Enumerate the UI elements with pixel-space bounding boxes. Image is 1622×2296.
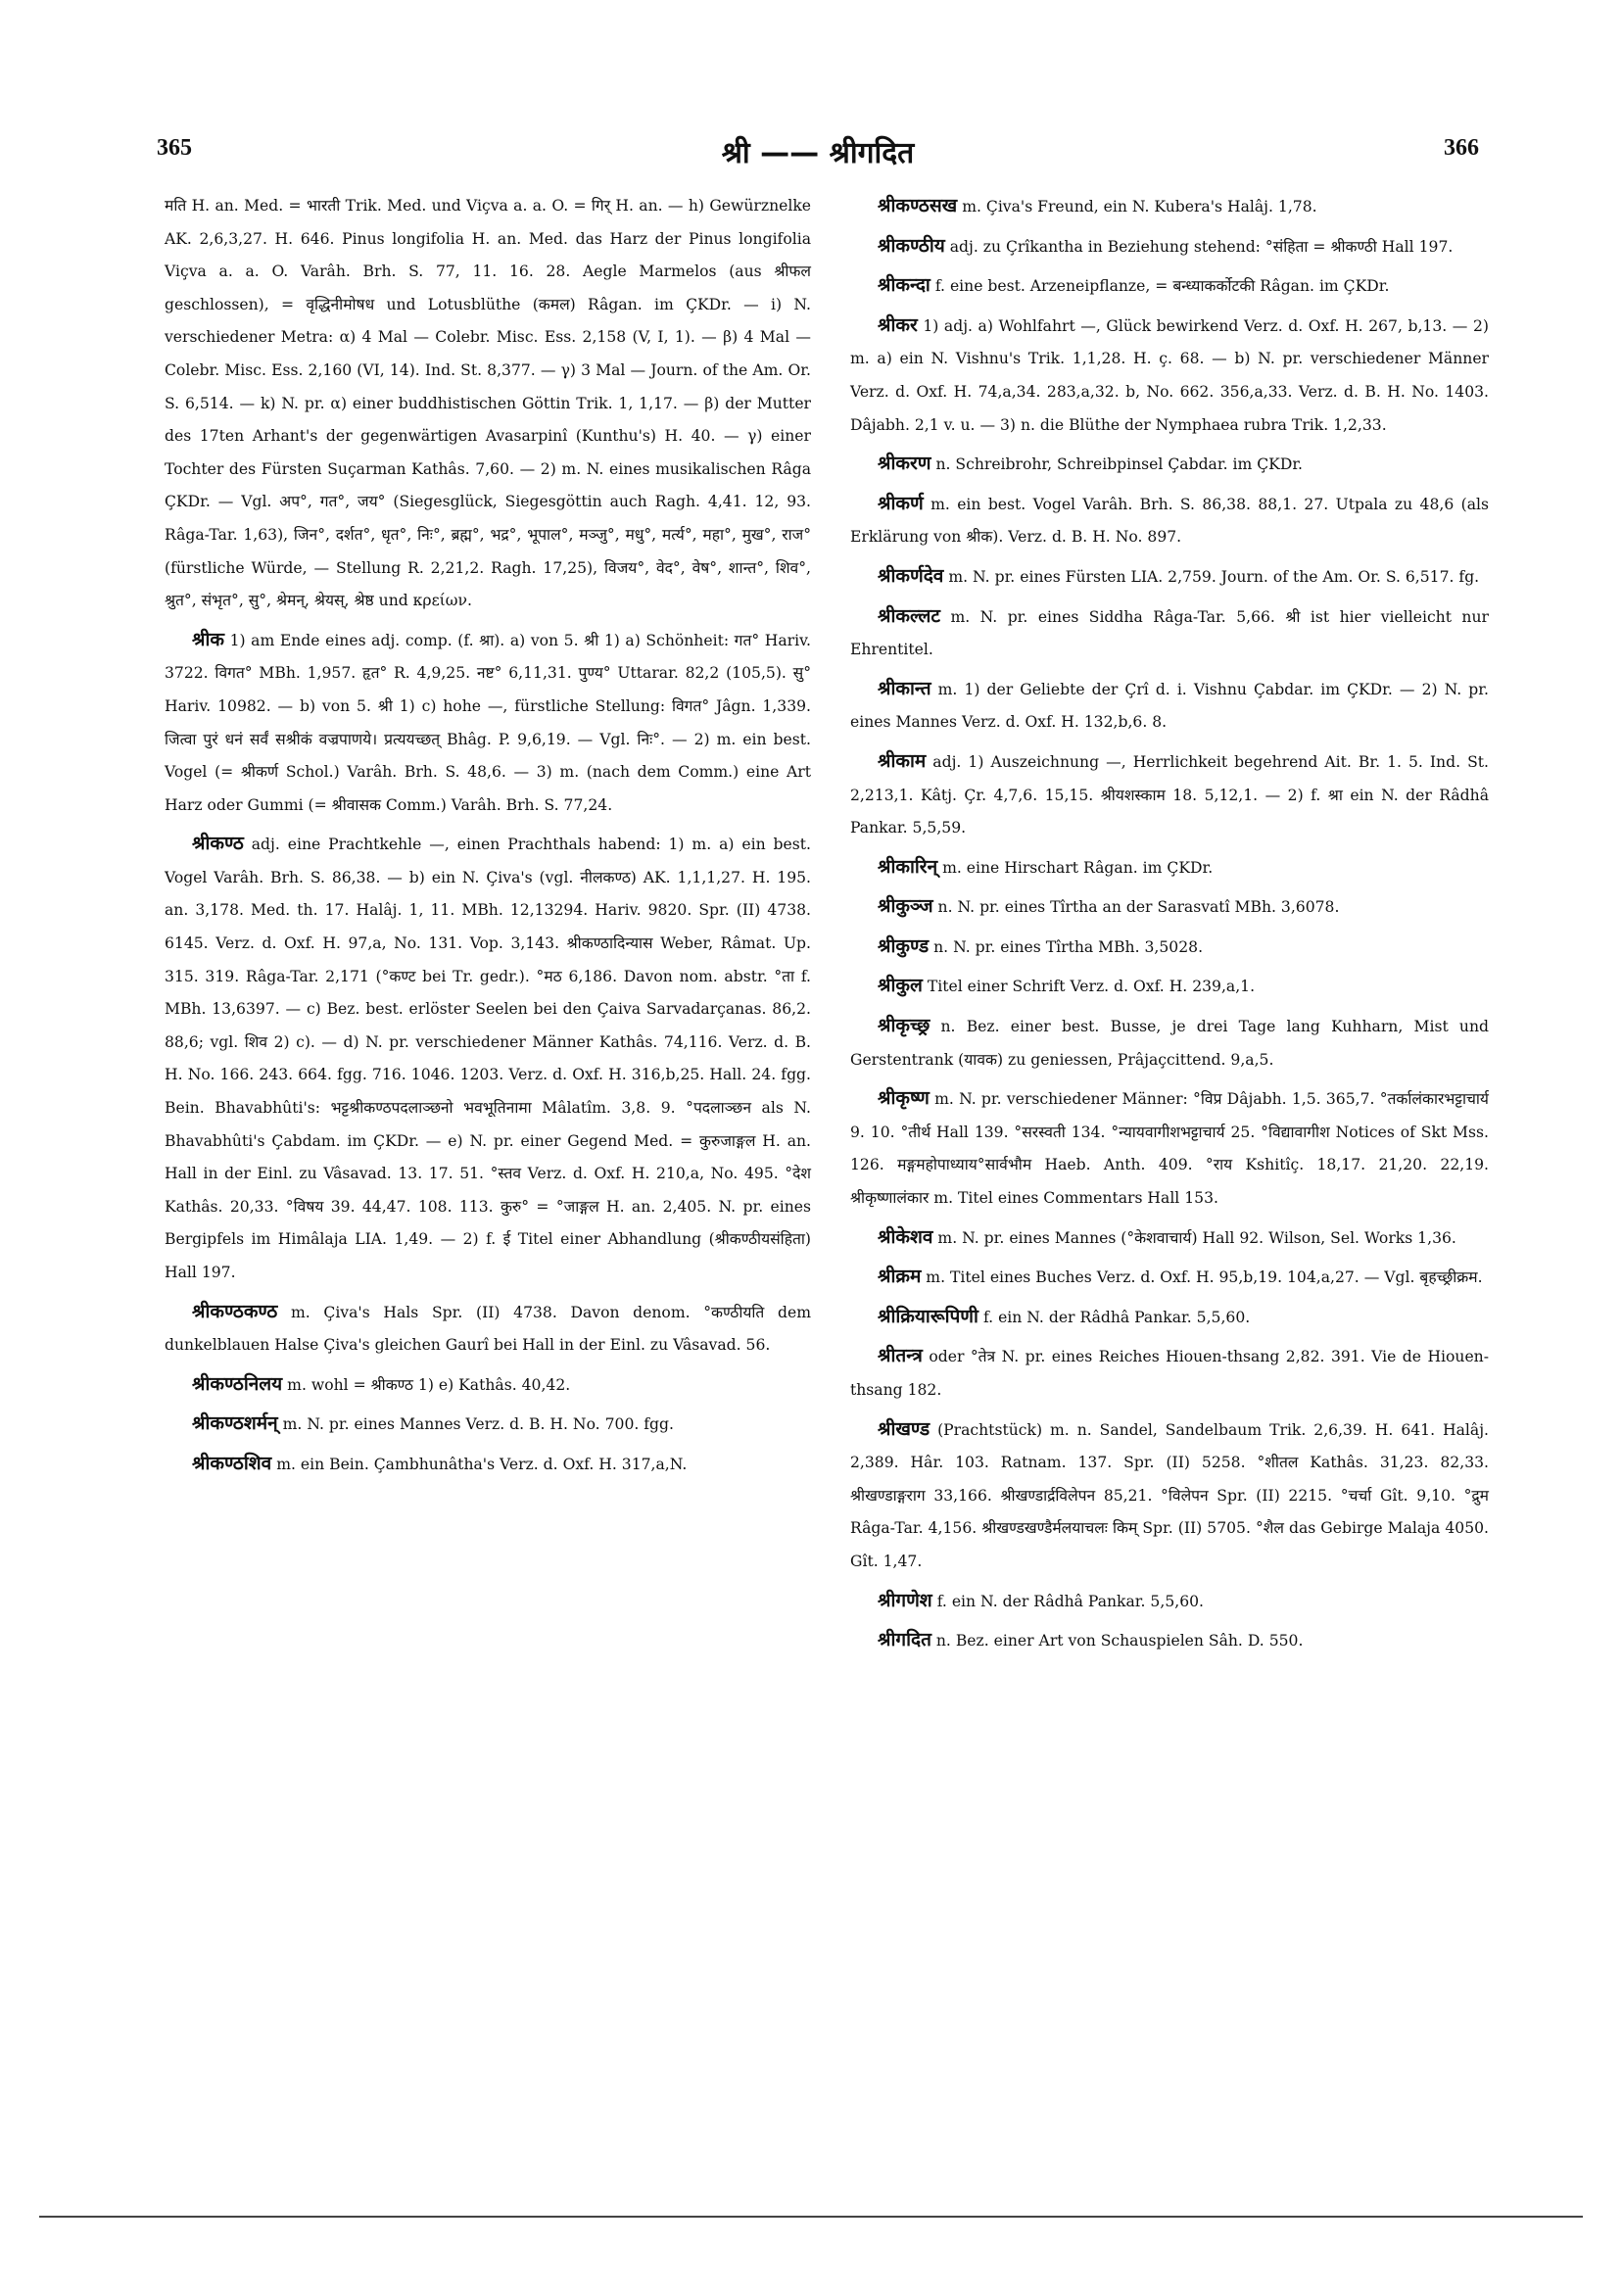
dictionary-entry <box>850 190 1489 224</box>
dictionary-entry <box>850 488 1489 554</box>
entry-headword: श्रीकल्लट <box>878 604 940 627</box>
entry-headword: श्रीगणेश <box>878 1589 932 1611</box>
entry-text: m. N. pr. eines Mannes (°केशवाचार्य) Hall 92. Wilson, Sel. Works 1,36. <box>937 1228 1456 1247</box>
entry-text: adj. 1) Auszeichnung —, Herrlichkeit begehrend Ait. Br. 1. 5. Ind. St. 2,213,1. Kâtj. Çr. 4,7,6. 15,15. श्रीयशस्काम 18. 5,12,1. — 2) f. श्रा ein N. der Râdhâ Pankar. 5,5,59. <box>850 752 1489 837</box>
entry-headword: श्रीकुल <box>878 975 923 997</box>
right-column <box>850 190 1489 1664</box>
footer-rule <box>39 2216 1583 2218</box>
entry-text: m. N. pr. verschiedener Männer: °विप्र Dâjabh. 1,5. 365,7. °तर्कालंकारभट्टाचार्य 9. 10. °तीर्थ Hall 139. °सरस्वती 134. °न्यायवागीशभट्टाचार्य 25. °विद्यावागीश Notices of Skt Mss. 126. मङ्गमहोपाध्याय°सार्वभौम Haeb. Anth. 409. °राय Kshitîç. 18,17. 21,20. 22,19. श्रीकृष्णालंकार m. Titel eines Commentars Hall 153. <box>850 1090 1489 1208</box>
page-header <box>157 135 1479 174</box>
dictionary-entry <box>165 1448 811 1482</box>
dictionary-entry <box>850 1413 1489 1579</box>
entry-headword: श्रीकर्णदेव <box>878 564 944 587</box>
entry-text: m. Çiva's Freund, ein N. Kubera's Halâj. 1,78. <box>962 198 1317 215</box>
entry-headword: श्रीकृच्छ्र <box>878 1015 930 1037</box>
dictionary-entry <box>850 310 1489 442</box>
entry-text: f. eine best. Arzeneipflanze, = बन्ध्याकर्कोटकी Râgan. im ÇKDr. <box>934 277 1390 296</box>
dictionary-entry <box>850 1624 1489 1658</box>
entry-headword: श्रीकण्ठसख <box>878 195 958 216</box>
dictionary-entry <box>850 851 1489 885</box>
dictionary-entry <box>850 673 1489 740</box>
dictionary-entry <box>165 1408 811 1442</box>
dictionary-entry <box>850 890 1489 925</box>
running-head: श्री —— श्रीगदित <box>721 136 915 170</box>
entry-text: n. Schreibrohr, Schreibpinsel Çabdar. im ÇKDr. <box>935 455 1304 474</box>
dictionary-entry <box>850 1010 1489 1076</box>
entry-headword: श्रीकण्ठ <box>192 833 244 855</box>
entry-headword: श्रीकाम <box>878 749 927 772</box>
entry-text: f. ein N. der Râdhâ Pankar. 5,5,60. <box>982 1308 1251 1326</box>
dictionary-entry <box>850 600 1489 667</box>
entry-text: m. ein Bein. Çambhunâtha's Verz. d. Oxf. H. 317,a,N. <box>276 1455 688 1473</box>
entry-text: adj. zu Çrîkantha in Beziehung stehend: °संहिता = श्रीकण्ठी Hall 197. <box>949 237 1454 256</box>
entry-text: 1) adj. a) Wohlfahrt —, Glück bewirkend Verz. d. Oxf. H. 267, b,13. — 2) m. a) ein N. Vishnu's Trik. 1,1,28. H. ç. 68. — b) N. pr. verschiedener Männer Verz. d. Oxf. H. 74,a,34. 283,a,32. b, No. 662. 356,a,33. Verz. d. B. H. No. 1403. Dâjabh. 2,1 v. u. — 3) n. die Blüthe der Nymphaea rubra Trik. 1,2,33. <box>850 316 1489 434</box>
dictionary-entry <box>850 560 1489 595</box>
entry-headword: श्रीकुण्ड <box>878 934 930 957</box>
dictionary-entry <box>850 745 1489 845</box>
entry-text: n. Bez. einer Art von Schauspielen Sâh. D. 550. <box>935 1632 1304 1650</box>
entry-text: m. N. pr. eines Mannes Verz. d. B. H. No. 700. fgg. <box>282 1415 674 1434</box>
entry-text: adj. eine Prachtkehle —, einen Prachthals habend: 1) m. a) ein best. Vogel Varâh. Brh. S. 86,38. — b) ein N. Çiva's (vgl. नीलकण्ठ) AK. 1,1,1,27. H. 195. an. 3,178. Med. th. 17. Halâj. 1, 11. MBh. 12,13294. Hariv. 9820. Spr. (II) 4738. 6145. Verz. d. Oxf. H. 97,a, No. 131. Vop. 3,143. श्रीकण्ठादिन्यास Weber, Râmat. Up. 315. 319. Râga-Tar. 2,171 (°कण्ट bei Tr. gedr.). °मठ 6,186. Davon nom. abstr. °ता f. MBh. 13,6397. — c) Bez. best. erlöster Seelen bei den Çaiva Sarvadarçanas. 86,2. 88,6; vgl. शिव 2) c). — d) N. pr. verschiedener Männer Kathâs. 74,116. Verz. d. B. H. No. 166. 243. 664. fgg. 716. 1046. 1203. Verz. d. Oxf. H. 316,b,25. Hall. 24. fgg. Bein. Bhavabhûti's: भट्टश्रीकण्ठपदलाञ्छनो भवभूतिनामा Mâlatîm. 3,8. 9. °पदलाञ्छन als N. Bhavabhûti's Çabdam. im ÇKDr. — e) N. pr. einer Gegend Med. = कुरुजाङ्गल H. an. Hall in der Einl. zu Vâsavad. 13. 17. 51. °स्तव Verz. d. Oxf. H. 210,a, No. 495. °देश Kathâs. 20,33. °विषय 39. 44,47. 108. 113. कुरु° = °जाङ्गल H. an. 2,405. N. pr. eines Bergipfels im Himâlaja LIA. 1,49. — 2) f. ई Titel einer Abhandlung (श्रीकण्ठीयसंहिता) Hall 197. <box>165 836 811 1281</box>
entry-text: m. ein best. Vogel Varâh. Brh. S. 86,38. 88,1. 27. Utpala zu 48,6 (als Erklärung von श्रीक). Verz. d. B. H. No. 897. <box>850 495 1489 547</box>
entry-headword: श्रीकण्ठनिलय <box>192 1372 283 1395</box>
entry-headword: श्रीकन्दा <box>878 274 930 297</box>
dictionary-entry <box>165 624 811 823</box>
entry-text: m. N. pr. eines Fürsten LIA. 2,759. Journ. of the Am. Or. S. 6,517. fg. <box>948 567 1480 586</box>
entry-text: m. N. pr. eines Siddha Râga-Tar. 5,66. श्री ist hier vielleicht nur Ehrentitel. <box>850 607 1489 659</box>
entry-text: m. 1) der Geliebte der Çrî d. i. Vishnu Çabdar. im ÇKDr. — 2) N. pr. eines Mannes Verz. d. Oxf. H. 132,b,6. 8. <box>850 680 1489 732</box>
entry-headword: श्रीकेशव <box>878 1225 933 1248</box>
entry-text: f. ein N. der Râdhâ Pankar. 5,5,60. <box>936 1592 1204 1610</box>
entry-headword: श्रीकान्त <box>878 677 931 699</box>
entry-text: m. eine Hirschart Râgan. im ÇKDr. <box>942 858 1214 877</box>
entry-headword: श्रीखण्ड <box>878 1417 930 1440</box>
dictionary-entry <box>850 931 1489 965</box>
entry-headword: श्रीकण्ठशर्मन् <box>192 1412 278 1435</box>
right-page-number: 366 <box>1444 135 1479 161</box>
entry-text: n. N. pr. eines Tîrtha an der Sarasvatî MBh. 3,6078. <box>937 898 1340 917</box>
entry-headword: श्रीकर <box>878 313 918 336</box>
entry-text: oder °तेत्र N. pr. eines Reiches Hiouen-thsang 2,82. 391. Vie de Hiouen-thsang 182. <box>850 1348 1489 1399</box>
dictionary-entry <box>850 1301 1489 1335</box>
entry-text: मति H. an. Med. = भारती Trik. Med. und Viçva a. a. O. = गिर् H. an. — h) Gewürznelke AK. 2,6,3,27. H. 646. Pinus longifolia H. an. Med. das Harz der Pinus longifolia Viçva a. a. O. Varâh. Brh. S. 77, 11. 16. 28. Aegle Marmelos (aus श्रीफल geschlossen), = वृद्धिनीमोषध und Lotusblüthe (कमल) Râgan. im ÇKDr. — i) N. verschiedener Metra: α) 4 Mal — Colebr. Misc. Ess. 2,158 (V, I, 1). — β) 4 Mal — Colebr. Misc. Ess. 2,160 (VI, 14). Ind. St. 8,377. — γ) 3 Mal — Journ. of the Am. Or. S. 6,514. — k) N. pr. α) einer buddhistischen Göttin Trik. 1, 1,17. — β) der Mutter des 17ten Arhant's der gegenwärtigen Avasarpinî (Kunthu's) H. 40. — γ) einer Tochter des Fürsten Suçarman Kathâs. 7,60. — 2) m. N. eines musikalischen Râga ÇKDr. — Vgl. अप°, गत°, जय° (Siegesglück, Siegesgöttin auch Ragh. 4,41. 12, 93. Râga-Tar. 1,63), जिन°, दर्शत°, धृत°, निः°, ब्रह्म°, भद्र°, भूपाल°, मञ्जु°, मधु°, मर्त्य°, महा°, मुख°, राज° (fürstliche Würde, — Stellung R. 2,21,2. Ragh. 17,25), विजय°, वेद°, वेष°, शान्त°, शिव°, श्रुत°, संभृत°, सु°, श्रेमन्, श्रेयस्, श्रेष्ठ und κρείων. <box>165 197 811 610</box>
dictionary-entry <box>165 828 811 1289</box>
entry-text: n. N. pr. eines Tîrtha MBh. 3,5028. <box>933 937 1204 956</box>
entry-text: m. Titel eines Buches Verz. d. Oxf. H. 95,b,19. 104,a,27. — Vgl. बृहच्छ्रीक्रम. <box>926 1268 1483 1287</box>
entry-headword: श्रीक्रम <box>878 1266 922 1288</box>
dictionary-entry <box>850 269 1489 304</box>
entry-headword: श्रीकरण <box>878 453 931 475</box>
entry-text: n. Bez. einer best. Busse, je drei Tage lang Kuhharn, Mist und Gerstentrank (यावक) zu geniessen, Prâjaçcittend. 9,a,5. <box>850 1018 1489 1069</box>
dictionary-entry <box>165 190 811 618</box>
dictionary-entry <box>165 1296 811 1363</box>
dictionary-entry <box>850 1340 1489 1407</box>
entry-text: m. Çiva's Hals Spr. (II) 4738. Davon denom. °कण्ठीयति dem dunkelblauen Halse Çiva's gleichen Gaurî bei Hall in der Einl. zu Vâsavad. 56. <box>165 1303 811 1355</box>
dictionary-entry <box>165 1368 811 1403</box>
entry-text: 1) am Ende eines adj. comp. (f. श्रा). a) von 5. श्री 1) a) Schönheit: गत° Hariv. 3722. विगत° MBh. 1,957. हृत° R. 4,9,25. नष्ट° 6,11,31. पुण्य° Uttarar. 82,2 (105,5). सु° Hariv. 10982. — b) von 5. श्री 1) c) hohe —, fürstliche Stellung: विगत° Jâgn. 1,339. जित्वा पुरं धनं सर्वं सश्रीकं वज्रपाणये। प्रत्ययच्छत् Bhâg. P. 9,6,19. — Vgl. निः°. — 2) m. ein best. Vogel (= श्रीकर्ण Schol.) Varâh. Brh. S. 48,6. — 3) m. (nach dem Comm.) eine Art Harz oder Gummi (= श्रीवासक Comm.) Varâh. Brh. S. 77,24. <box>165 631 811 814</box>
dictionary-entry <box>850 970 1489 1004</box>
entry-headword: श्रीक्रियारूपिणी <box>878 1305 978 1327</box>
entry-headword: श्रीतन्त्र <box>878 1345 923 1367</box>
entry-text: Titel einer Schrift Verz. d. Oxf. H. 239,a,1. <box>927 978 1256 996</box>
left-page-number: 365 <box>157 135 192 161</box>
entry-headword: श्रीकर्ण <box>878 492 924 514</box>
dictionary-entry <box>850 1221 1489 1256</box>
dictionary-entry <box>850 1585 1489 1619</box>
entry-headword: श्रीकण्ठीय <box>878 234 945 257</box>
entry-headword: श्रीगदित <box>878 1629 931 1651</box>
entry-headword: श्रीकुञ्ज <box>878 895 933 918</box>
entry-headword: श्रीकण्ठशिव <box>192 1452 272 1474</box>
dictionary-entry <box>850 1261 1489 1295</box>
entry-text: (Prachtstück) m. n. Sandel, Sandelbaum Trik. 2,6,39. H. 641. Halâj. 2,389. Hâr. 103. Ratnam. 137. Spr. (II) 5258. °शीतल Kathâs. 31,23. 82,33. श्रीखण्डाङ्गराग 33,166. श्रीखण्डार्द्रविलेपन 85,21. °विलेपन Spr. (II) 2215. °चर्चा Gît. 9,10. °द्रुम Râga-Tar. 4,156. श्रीखण्डखण्डैर्मलयाचलः किम् Spr. (II) 5705. °शैल das Gebirge Malaja 4050. Gît. 1,47. <box>850 1420 1489 1570</box>
dictionary-entry <box>850 230 1489 264</box>
entry-text: m. wohl = श्रीकण्ठ 1) e) Kathâs. 40,42. <box>287 1375 571 1394</box>
dictionary-entry <box>850 1082 1489 1215</box>
entry-headword: श्रीकारिन् <box>878 855 938 878</box>
entry-headword: श्रीकण्ठकण्ठ <box>192 1300 278 1322</box>
dictionary-entry <box>850 448 1489 482</box>
entry-headword: श्रीकृष्ण <box>878 1087 930 1110</box>
entry-headword: श्रीक <box>192 628 224 650</box>
left-column <box>165 190 811 1488</box>
